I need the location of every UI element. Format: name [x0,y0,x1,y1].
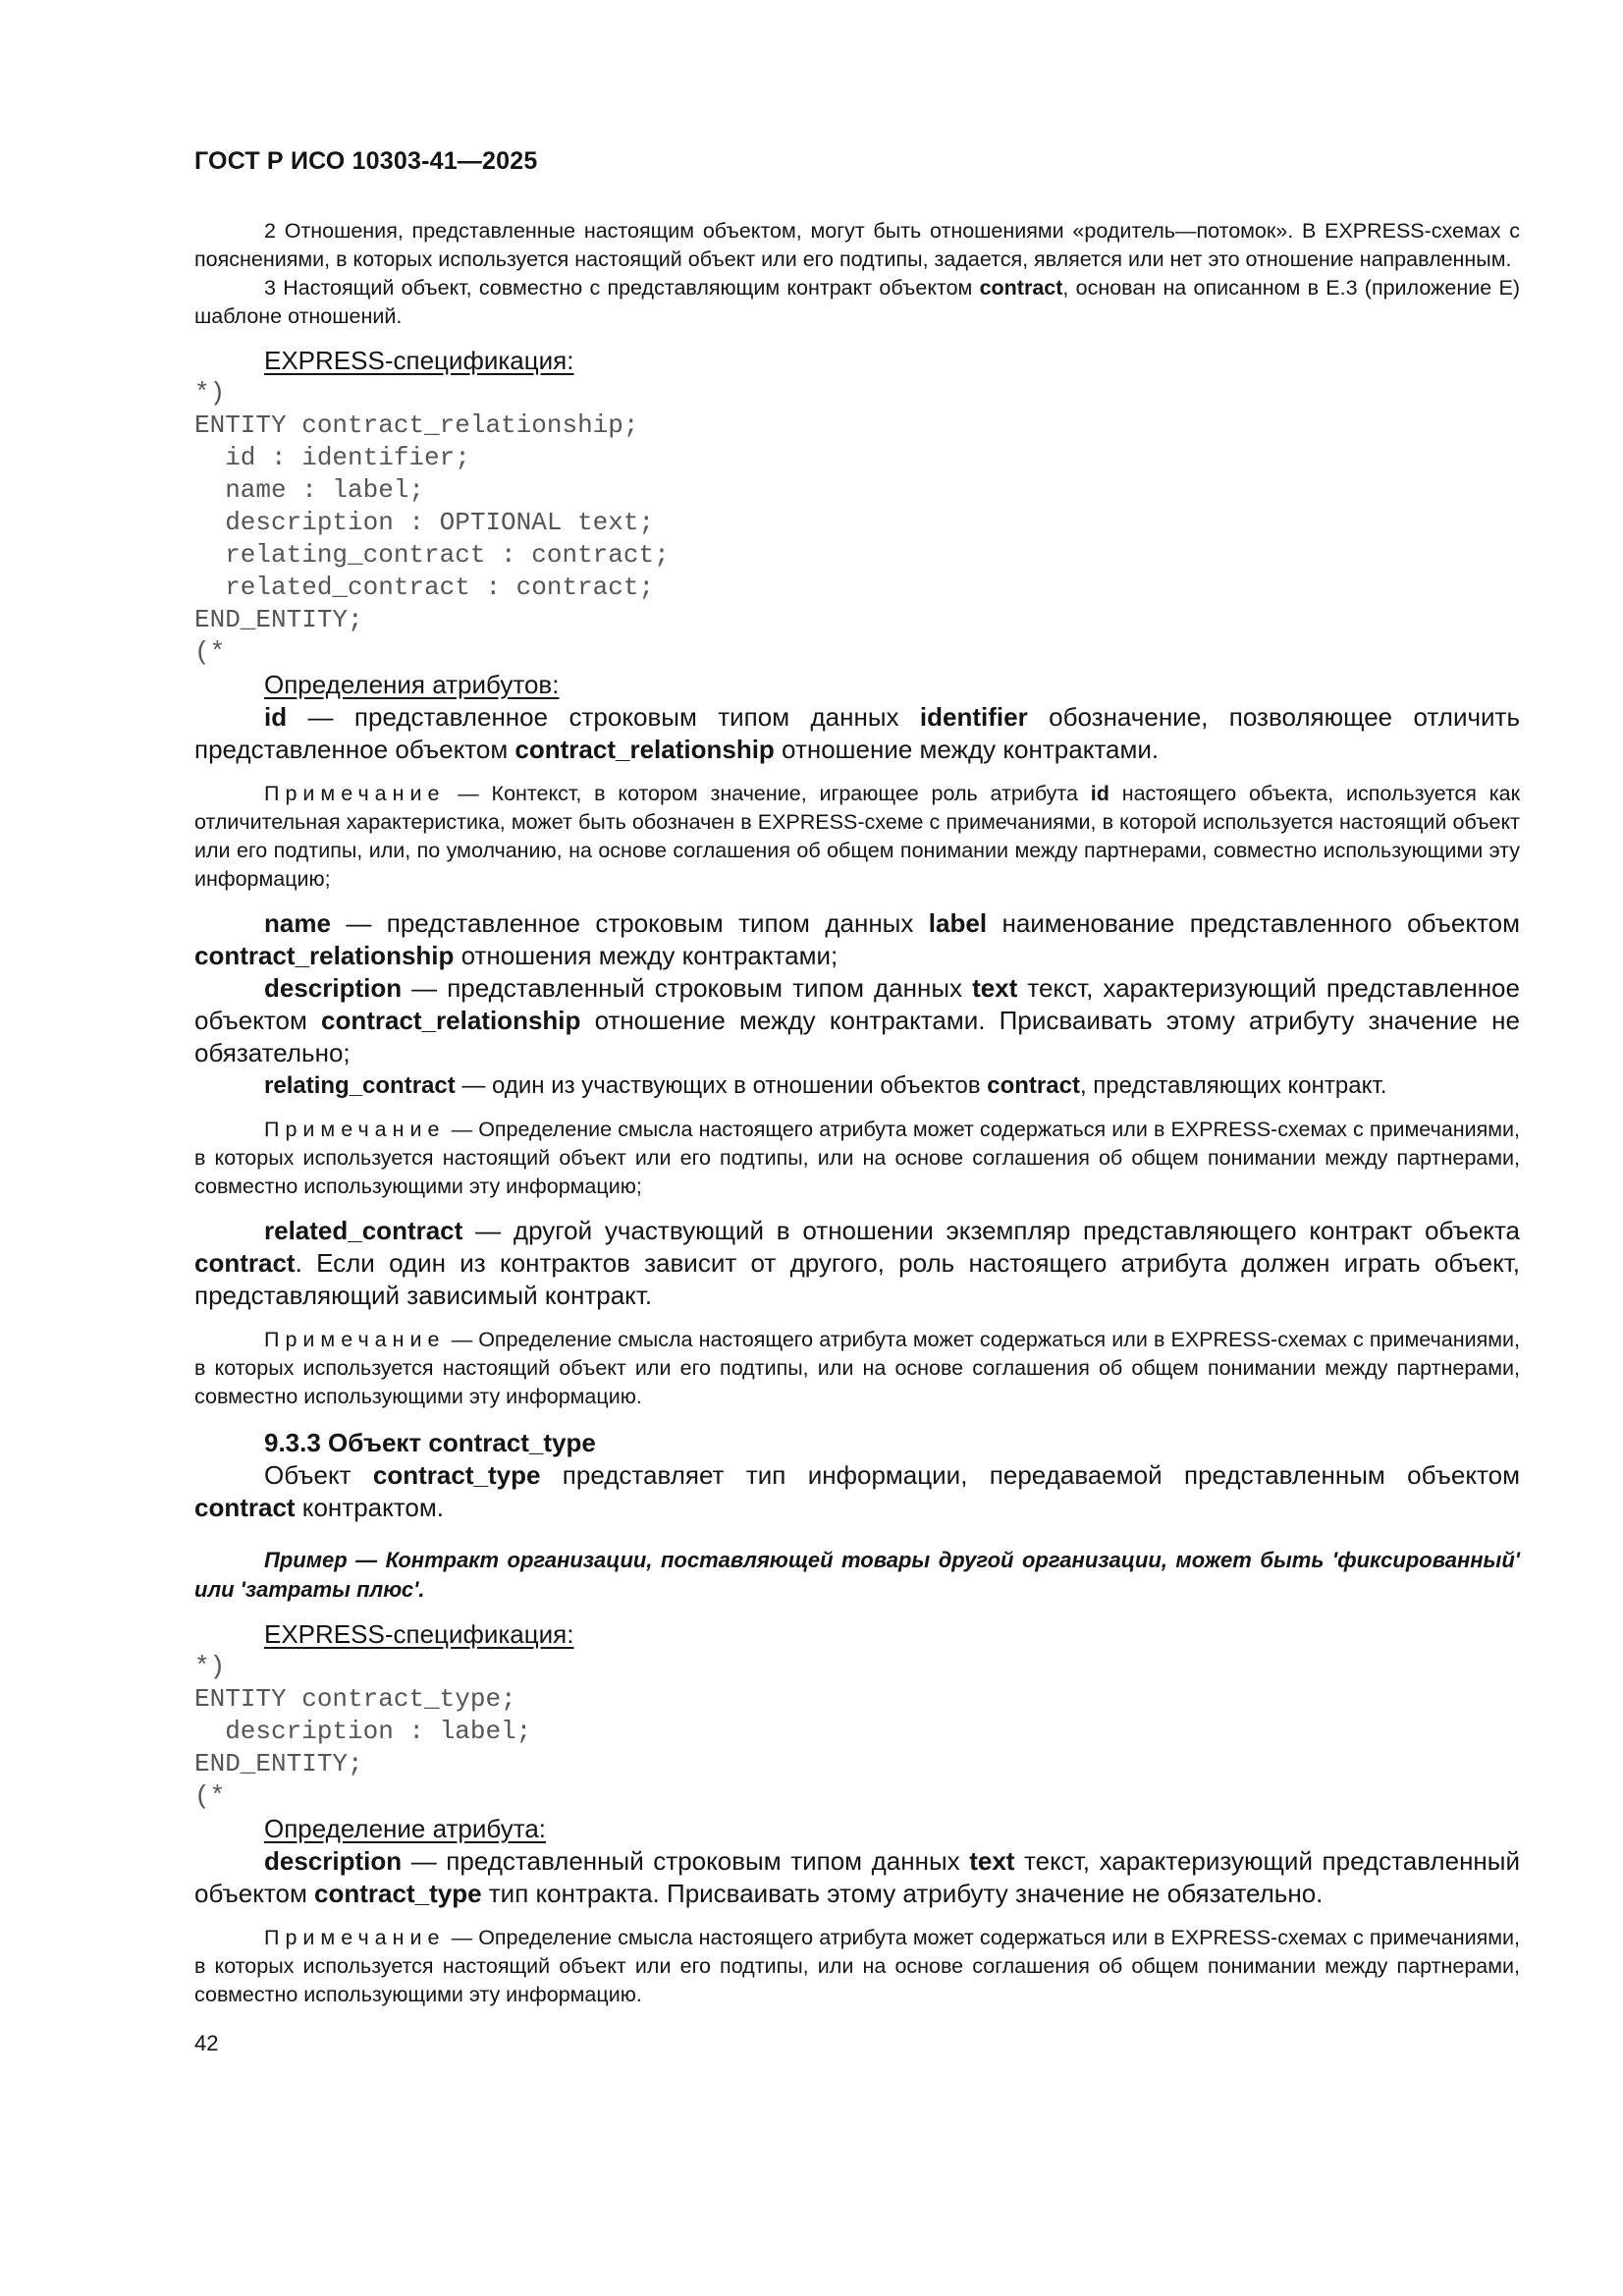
attribute-definitions-label: Определения атрибутов: [264,670,560,699]
attribute-definition-label: Определение атрибута: [264,1814,547,1843]
def-relating-entity: contract [987,1072,1080,1099]
def-id [194,701,1520,766]
express-code-block-1: *) ENTITY contract_relationship; id : identifier; name : label; description : OPTIONAL text; relating_contract : contract; related_contract : contract; END_ENTITY; (* [194,378,670,667]
note-2: 2 Отношения, представленные настоящим объектом, могут быть отношениями «родитель—потомок». В EXPRESS-схемах с пояснениями, в которых используется настоящий объект или его подтипы, задается, является или нет это отношение направленным. [194,219,1520,271]
def-id-entity: contract_relationship [514,735,775,764]
def-name-text-a: — представленное строковым типом данных [330,908,929,938]
note-related [194,1326,1520,1411]
document-page [194,147,1520,2056]
def-description [194,972,1520,1069]
section-heading: 9.3.3 Объект contract_type [264,1428,596,1457]
def-description-text-b: текст, характеризующий представленное объектом [194,973,1520,1035]
note-id-text-a: — Контекст, в котором значение, играющее роль атрибута [445,782,1091,805]
note-label: Примечание [264,782,446,805]
def-related-entity: contract [194,1248,296,1278]
def-related-contract [194,1215,1520,1312]
note-label: Примечание [264,1328,446,1351]
express-code-block-2: *) ENTITY contract_type; description : label; END_ENTITY; (* [194,1652,532,1811]
def-description-type: text [972,973,1018,1003]
note-related-text: — Определение смысла настоящего атрибута может содержаться или в EXPRESS-схемах с примечаниями, в которых используется настоящий объект или его подтипы, или на основе соглашения об общем понимании между партнерами, совместно использующими эту информацию. [194,1328,1520,1408]
def-description-text-a: — представленный строковым типом данных [402,973,973,1003]
def-name-entity: contract_relationship [194,941,455,970]
def-id-text-c: отношение между контрактами. [774,735,1160,764]
note-label: Примечание [264,1118,446,1141]
def-type-description-text-b: текст, характеризующий представленный объектом [194,1846,1520,1908]
def-relating-contract [194,1069,1520,1102]
def-related-text-b: . Если один из контрактов зависит от другого, роль настоящего атрибута должен играть объект, представляющий зависимый контракт. [194,1248,1520,1310]
note-type-description-text: — Определение смысла настоящего атрибута может содержаться или в EXPRESS-схемах с примечаниями, в которых используется настоящий объект или его подтипы, или на основе соглашения об общем понимании между партнерами, совместно использующими эту информацию. [194,1926,1520,2006]
note-label: Примечание [264,1926,446,1949]
def-related-text-a: — другой участвующий в отношении экземпляр представляющего контракт объекта [462,1216,1520,1245]
def-id-type: identifier [919,702,1028,732]
note-id-text-b: настоящего объекта, используется как отличительная характеристика, может быть обозначен в EXPRESS-схеме с примечаниями, в которой используется настоящий объект или его подтипы, или, по умолчанию, на основе соглашения об общем понимании между партнерами, совместно использующими эту информацию; [194,782,1520,891]
def-description-text-c: отношение между контрактами. Присваивать этому атрибуту значение не обязательно; [194,1006,1520,1067]
def-id-term: id [264,702,288,732]
note-3 [194,274,1520,331]
def-related-term: related_contract [264,1216,463,1245]
example-text: Пример — Контракт организации, поставляющей товары другой организации, может быть 'фиксированный' или 'затраты плюс'. [194,1548,1520,1602]
def-type-description-entity: contract_type [314,1879,482,1908]
note-3-term: contract [979,276,1063,300]
section-intro-entity-2: contract [194,1493,296,1522]
def-description-entity: contract_relationship [321,1006,581,1035]
note-id [194,780,1520,894]
section-intro-text-c: контрактом. [295,1493,444,1522]
note-id-term: id [1090,782,1109,805]
def-relating-text-b: , представляющих контракт. [1079,1072,1387,1099]
def-name-term: name [264,908,331,938]
def-id-text-a: — представленное строковым типом данных [287,702,920,732]
def-type-description [194,1845,1520,1910]
section-intro-text-b: представляет тип информации, передаваемой представленным объектом [540,1460,1520,1490]
section-intro-text-a: Объект [264,1460,373,1490]
note-type-description [194,1924,1520,2009]
def-relating-text-a: — один из участвующих в отношении объектов [455,1072,988,1099]
def-relating-term: relating_contract [264,1072,456,1099]
page-number: 42 [194,2031,219,2055]
express-spec-label-1: EXPRESS-спецификация: [264,346,574,375]
def-name-text-b: наименование представленного объектом [987,908,1520,938]
section-intro [194,1459,1520,1524]
def-type-description-text-a: — представленный строковым типом данных [402,1846,970,1876]
def-type-description-term: description [264,1846,403,1876]
express-spec-label-2: EXPRESS-спецификация: [264,1619,574,1649]
note-3-text-b: , основан на описанном в Е.3 (приложение Е) шаблоне отношений. [194,276,1520,328]
note-relating [194,1116,1520,1201]
note-3-text-a: 3 Настоящий объект, совместно с представляющим контракт объектом [264,276,980,300]
def-type-description-type: text [969,1846,1015,1876]
document-header-title: ГОСТ Р ИСО 10303-41—2025 [194,147,538,175]
def-name-type: label [928,908,988,938]
def-description-term: description [264,973,403,1003]
def-name [194,907,1520,972]
def-type-description-text-c: тип контракта. Присваивать этому атрибуту значение не обязательно. [481,1879,1324,1908]
def-id-text-b: обозначение, позволяющее отличить представленное объектом [194,702,1520,764]
def-name-text-c: отношения между контрактами; [454,941,839,970]
section-intro-entity: contract_type [372,1460,541,1490]
note-relating-text: — Определение смысла настоящего атрибута может содержаться или в EXPRESS-схемах с примечаниями, в которых используется настоящий объект или его подтипы, или на основе соглашения об общем понимании между партнерами, совместно использующими эту информацию; [194,1118,1520,1198]
